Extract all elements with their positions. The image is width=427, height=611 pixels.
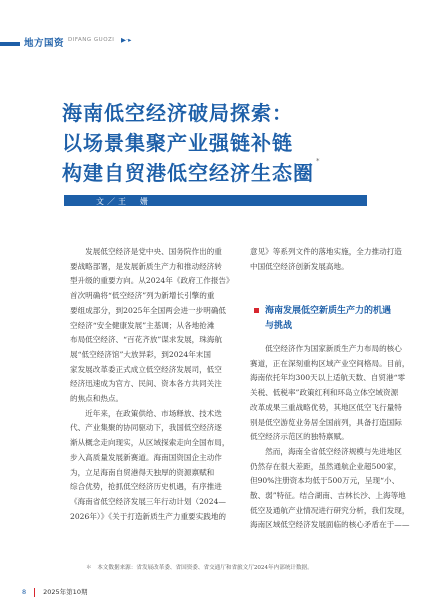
issue-label: 2025年第10期 (43, 588, 88, 596)
body-right-column-bottom (250, 342, 420, 533)
body-line: 展“低空经济馆”大放异彩，到2024年末国 (70, 349, 211, 359)
body-right-column-top (250, 245, 420, 274)
body-line: 的焦点和热点。 (70, 394, 124, 404)
footnote-mark: * (316, 157, 321, 165)
body-line: 意见》等系列文件的落地实施，全力推动打造 (250, 247, 402, 256)
body-line: 发展低空经济是党中央、国务院作出的重 (70, 247, 222, 256)
footer-divider (34, 588, 35, 597)
body-line: 低空经济示范区的独特禀赋。 (250, 432, 349, 442)
body-line: 散、弱”特征。结合湖南、吉林长沙、上海等地 (250, 491, 406, 501)
body-line: 步入高质量发展新赛道。海南国资国企主动作 (70, 452, 222, 462)
body-line: 近年来，在政策供给、市场释放、技术迭 (70, 408, 222, 418)
body-line: 低空及通航产业情况进行研究分析，我们发现， (250, 505, 410, 515)
body-line: 为，立足海南自贸港得天独厚的资源禀赋和 (70, 467, 215, 477)
body-line: 布局低空经济、“百花齐放”谋求发展，珠海航 (70, 335, 223, 345)
section-heading-line-1 (254, 304, 391, 319)
square-bullet-icon (254, 308, 259, 313)
body-line: 综合优势，抢抓低空经济历史机遇，有序推进 (70, 482, 222, 492)
header-accent-bar (0, 42, 20, 46)
article-title-line-3-text: 构建自贸港低空经济生态圈 (62, 161, 314, 185)
body-line: 低空经济作为国家新质生产力布局的核心 (250, 344, 402, 353)
page-footer (22, 587, 87, 597)
author-byline: 文／王 姗 (96, 197, 151, 206)
body-line: 2026年）》《关于打造新质生产力重要实践地的 (70, 511, 227, 521)
footnote: ＊ 本文数据来源：省发展改革委、省国资委、省交通厅和省旅文厅2024年内部统计数据。 (86, 565, 313, 571)
body-line: 代、产业集聚的协同驱动下，我国低空经济逐 (70, 423, 222, 433)
body-line: 关税、低税率”政策红利和环岛立体空域资源 (250, 388, 399, 398)
body-line: 要战略部署，是发展新质生产力和推动经济转 (70, 261, 222, 271)
body-line: 渐从概念走向现实，从区域探索走向全国布局， (70, 438, 230, 448)
body-line: 家发展改革委正式成立低空经济发展司，低空 (70, 364, 222, 374)
section-heading (254, 304, 391, 334)
section-heading-text-1: 海南发展低空新质生产力的机遇 (265, 306, 392, 316)
body-line: 改革成果三重战略优势，其地区低空飞行量特 (250, 402, 402, 412)
body-line: 海南区域低空经济发展面临的核心矛盾在于—— (250, 520, 410, 530)
body-line: 空经济“安全健康发展”主基调；从各地抢滩 (70, 320, 215, 330)
column-title: 地方国资 (24, 38, 65, 49)
article-title-line-2: 以场景集聚产业强链补链 (62, 131, 293, 155)
body-line: 要组成部分，到2025年全国两会进一步明确低 (70, 305, 227, 315)
page-number: 8 (22, 588, 27, 596)
body-line: 中国低空经济创新发展高地。 (250, 261, 349, 271)
body-line: 但90%注册资本均低于500万元，呈现“小、 (250, 476, 400, 486)
body-line: 首次明确将“低空经济”列为新增长引擎的重 (70, 291, 215, 301)
body-left-column (70, 245, 238, 524)
body-line: 仍然存在很大差距，虽然通航企业超500家， (250, 461, 402, 471)
article-title-line-3 (62, 157, 321, 186)
column-pinyin: DIFANG GUOZI (68, 37, 115, 43)
body-line: 别是低空游览业务居全国前列，具备打造国际 (250, 417, 402, 427)
section-heading-text-2: 与挑战 (265, 321, 293, 331)
body-line: 然而，海南全省低空经济规模与先进地区 (250, 446, 402, 456)
body-line: 型升级的重要方向。从2024年《政府工作报告》 (70, 276, 234, 286)
body-line: 经济迅速成为官方、民间、资本各方共同关注 (70, 379, 222, 389)
article-title-line-1: 海南低空经济破局探索： (62, 101, 293, 125)
body-line: 《海南省低空经济发展三年行动计划（2024— (70, 496, 227, 506)
body-line: 赛道，正在深刻重构区域产业空间格局。目前， (250, 358, 410, 368)
body-line: 海南依托年均300天以上适航天数、自贸港“零 (250, 373, 406, 383)
arrow-icon: ▶·▸ (121, 36, 132, 44)
